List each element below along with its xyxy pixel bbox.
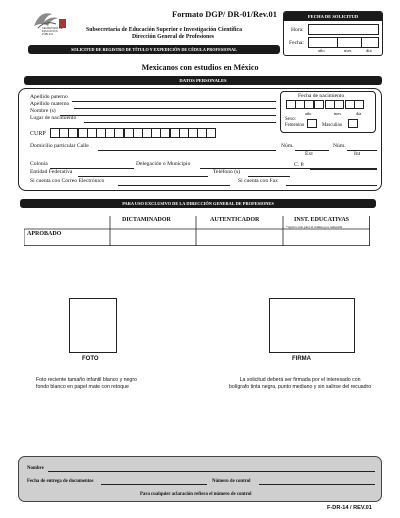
subtitle: Mexicanos con estudios en México — [141, 63, 259, 72]
lugar-nacimiento-label: Lugar de nacimiento — [30, 115, 77, 121]
masculino-label: Masculino — [322, 123, 343, 128]
cp-label: C. P. — [294, 162, 305, 168]
col-autenticador: AUTENTICADOR — [210, 217, 260, 223]
foto-note: Foto reciente tamaño infantil blanco y negro fondo blanco en papel mate con retoque — [36, 377, 137, 390]
direccion: Dirección General de Profesiones — [132, 34, 215, 40]
telefono-field[interactable] — [248, 176, 290, 177]
femenino-checkbox[interactable] — [307, 119, 317, 128]
num-int-field[interactable] — [347, 150, 377, 151]
footer-control-field[interactable] — [259, 484, 375, 485]
firma-note: La solicitud deberá ser firmada por el interesado con bolígrafo tinta negra, punto mediano y sin salirse del recuadro — [229, 377, 372, 390]
request-title-bar — [28, 45, 280, 54]
uso-exclusivo-bar: PARA USO EXCLUSIVO DE LA DIRECCIÓN GENERAL DE PROFESIONES — [20, 199, 376, 208]
telefono-label: Teléfono (s) — [213, 169, 241, 175]
int-label: Int — [354, 151, 361, 157]
datos-personales-bar: DATOS PERSONALES — [24, 76, 382, 85]
fecha-dia: día — [366, 48, 372, 53]
subsecretaria: Subsecretaría de Educación Superior e Investigación Científica — [86, 27, 242, 33]
firma-label: FIRMA — [292, 356, 311, 362]
delegacion-label: Delegación o Municipio — [136, 161, 191, 167]
apellido-materno-label: Apellido materno — [30, 101, 70, 107]
fecha-divider-1 — [337, 37, 338, 48]
request-title: SOLICITUD DE REGISTRO DE TÍTULO Y EXPEDICIÓN DE CÉDULA PROFESIONAL — [71, 47, 237, 52]
fecha-ano: año — [318, 48, 325, 53]
nacimiento-ano: año — [305, 111, 312, 116]
correo-field[interactable] — [118, 185, 230, 186]
fecha-divider-2 — [361, 37, 362, 48]
fecha-nacimiento-label: Fecha de nacimiento — [298, 93, 345, 99]
fax-label: Si cuenta con Fax — [238, 178, 278, 184]
apellido-paterno-label: Apellido paterno — [30, 94, 68, 100]
logo-text: SECRETARÍA DE EDUCACIÓN PÚBLICA — [42, 27, 63, 36]
fecha-label: Fecha: — [289, 40, 304, 46]
apellido-paterno-field[interactable] — [72, 101, 276, 102]
fax-field[interactable] — [286, 185, 377, 186]
apellido-materno-field[interactable] — [74, 108, 276, 109]
colonia-label: Colonia — [30, 161, 48, 167]
hora-label: Hora: — [291, 27, 304, 33]
nacimiento-dia: día — [356, 111, 362, 116]
curp-label: CURP — [30, 131, 46, 137]
fecha-mes: mes — [344, 48, 352, 53]
footer-fecha-label: Fecha de entrega de documentos — [27, 479, 94, 484]
foto-label: FOTO — [82, 356, 99, 362]
sexo-label: Sexo: — [285, 117, 296, 122]
footer-aclaracion: Para cualquier aclaración refiera el número de control — [140, 492, 252, 497]
domicilio-field[interactable] — [98, 150, 276, 151]
curp-cells[interactable] — [50, 128, 216, 138]
domicilio-label: Domicilio particular Calle — [30, 143, 89, 149]
foto-box[interactable] — [69, 298, 117, 353]
femenino-label: Femenino — [285, 123, 305, 128]
footer-control-label: Número de control — [212, 479, 251, 484]
num-ext-label: Núm. — [281, 143, 294, 149]
lugar-nacimiento-field[interactable] — [84, 122, 276, 123]
firma-box[interactable] — [269, 298, 355, 353]
hora-field[interactable] — [308, 24, 379, 35]
footer-nombre-field[interactable] — [48, 471, 375, 472]
format-code: Formato DGP/ DR-01/Rev.01 — [172, 10, 277, 19]
ext-label: Ext — [305, 151, 313, 157]
fecha-nacimiento-cells[interactable] — [286, 100, 364, 109]
cp-field[interactable] — [310, 169, 377, 170]
nacimiento-mes: mes — [334, 111, 342, 116]
entidad-label: Entidad Federativa — [30, 169, 73, 175]
entidad-field[interactable] — [78, 176, 208, 177]
aprobado-label: APROBADO — [27, 231, 62, 237]
nombre-label: Nombre (s) — [30, 108, 56, 114]
num-int-label: Núm. — [333, 143, 346, 149]
correo-label: Si cuenta con Correo Electrónico — [30, 178, 105, 184]
col-dictaminador: DICTAMINADOR — [122, 217, 171, 223]
form-code: F-DR-14 / REV.01 — [327, 505, 372, 511]
fecha-solicitud-title: FECHA DE SOLICITUD — [284, 12, 382, 21]
nombre-field[interactable] — [60, 115, 276, 116]
masculino-checkbox[interactable] — [348, 119, 358, 128]
inst-note: *Aplica sólo para el trámite por remesilla — [286, 225, 343, 229]
footer-nombre-label: Nombre — [27, 466, 44, 471]
col-inst-educativas: INST. EDUCATIVAS — [294, 217, 350, 223]
footer-fecha-field[interactable] — [101, 484, 207, 485]
